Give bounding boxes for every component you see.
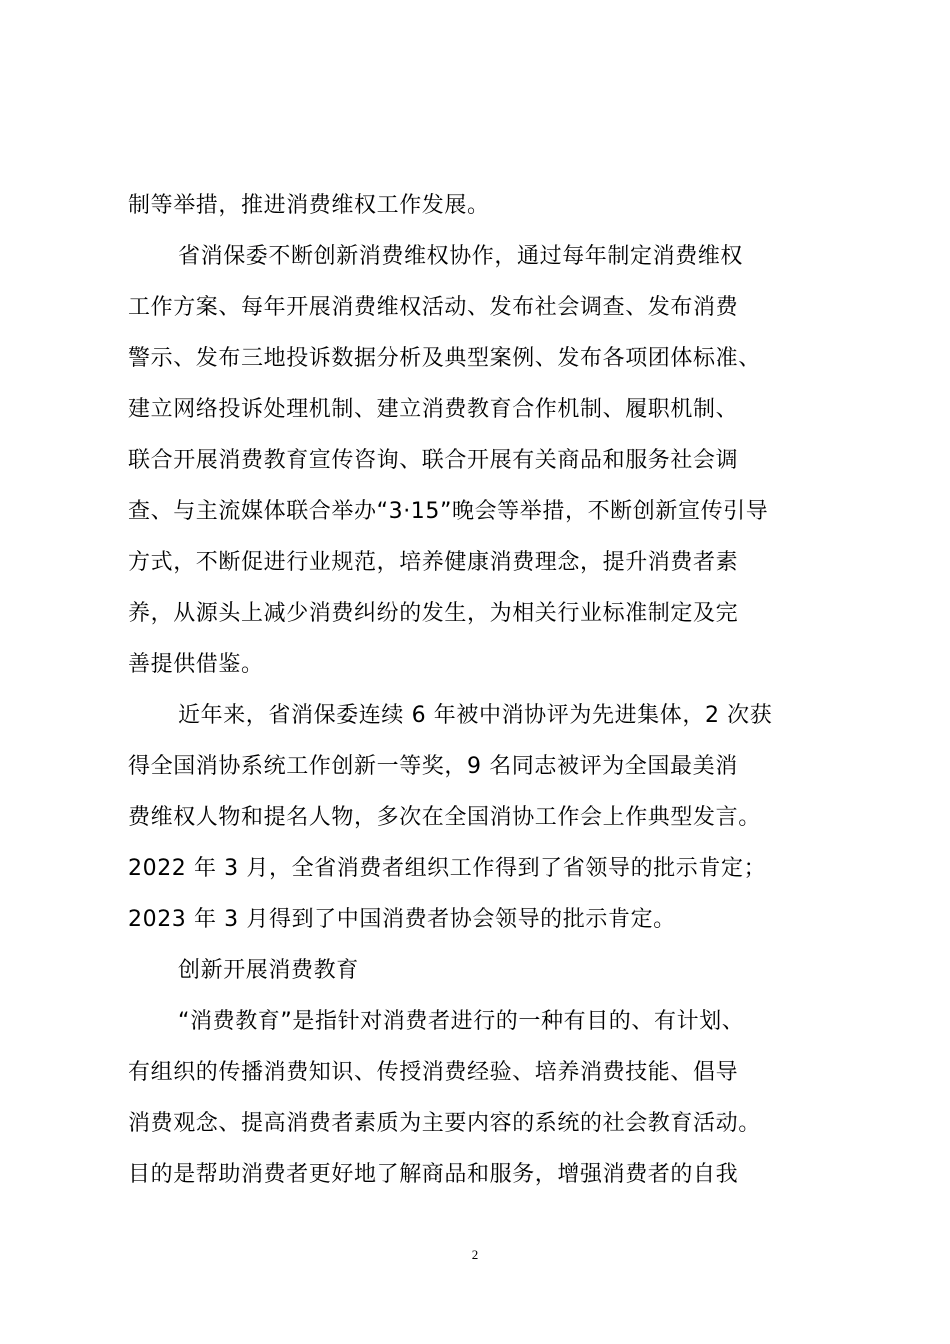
text-line: 得全国消协系统工作创新一等奖，9 名同志被评为全国最美消 (128, 754, 738, 779)
text-line: 费维权人物和提名人物，多次在全国消协工作会上作典型发言。 (128, 805, 761, 830)
text-line: 养，从源头上减少消费纠纷的发生，为相关行业标准制定及完 (128, 601, 739, 626)
text-line: 有组织的传播消费知识、传授消费经验、培养消费技能、倡导 (128, 1060, 739, 1085)
paragraph-start-line: “消费教育”是指针对消费者进行的一种有目的、有计划、 (178, 1009, 745, 1034)
text-line: 目的是帮助消费者更好地了解商品和服务，增强消费者的自我 (128, 1162, 739, 1187)
page-number: 2 (471, 1247, 479, 1262)
text-line: 工作方案、每年开展消费维权活动、发布社会调查、发布消费 (128, 295, 739, 320)
text-line: 2022 年 3 月，全省消费者组织工作得到了省领导的批示肯定； (128, 856, 767, 881)
text-line: 善提供借鉴。 (128, 652, 264, 677)
paragraph-start-line: 省消保委不断创新消费维权协作，通过每年制定消费维权 (178, 244, 744, 269)
text-line: 查、与主流媒体联合举办“3·15”晚会等举措，不断创新宣传引导 (128, 499, 769, 524)
text-line: 2023 年 3 月得到了中国消费者协会领导的批示肯定。 (128, 907, 676, 932)
section-heading: 创新开展消费教育 (178, 958, 359, 983)
text-line: 警示、发布三地投诉数据分析及典型案例、发布各项团体标准、 (128, 346, 761, 371)
text-line: 方式，不断促进行业规范，培养健康消费理念，提升消费者素 (128, 550, 739, 575)
text-line: 制等举措，推进消费维权工作发展。 (128, 193, 490, 218)
text-line: 联合开展消费教育宣传咨询、联合开展有关商品和服务社会调 (128, 448, 739, 473)
paragraph-start-line: 近年来，省消保委连续 6 年被中消协评为先进集体，2 次获 (178, 703, 773, 728)
text-line: 建立网络投诉处理机制、建立消费教育合作机制、履职机制、 (128, 397, 739, 422)
text-line: 消费观念、提高消费者素质为主要内容的系统的社会教育活动。 (128, 1111, 761, 1136)
